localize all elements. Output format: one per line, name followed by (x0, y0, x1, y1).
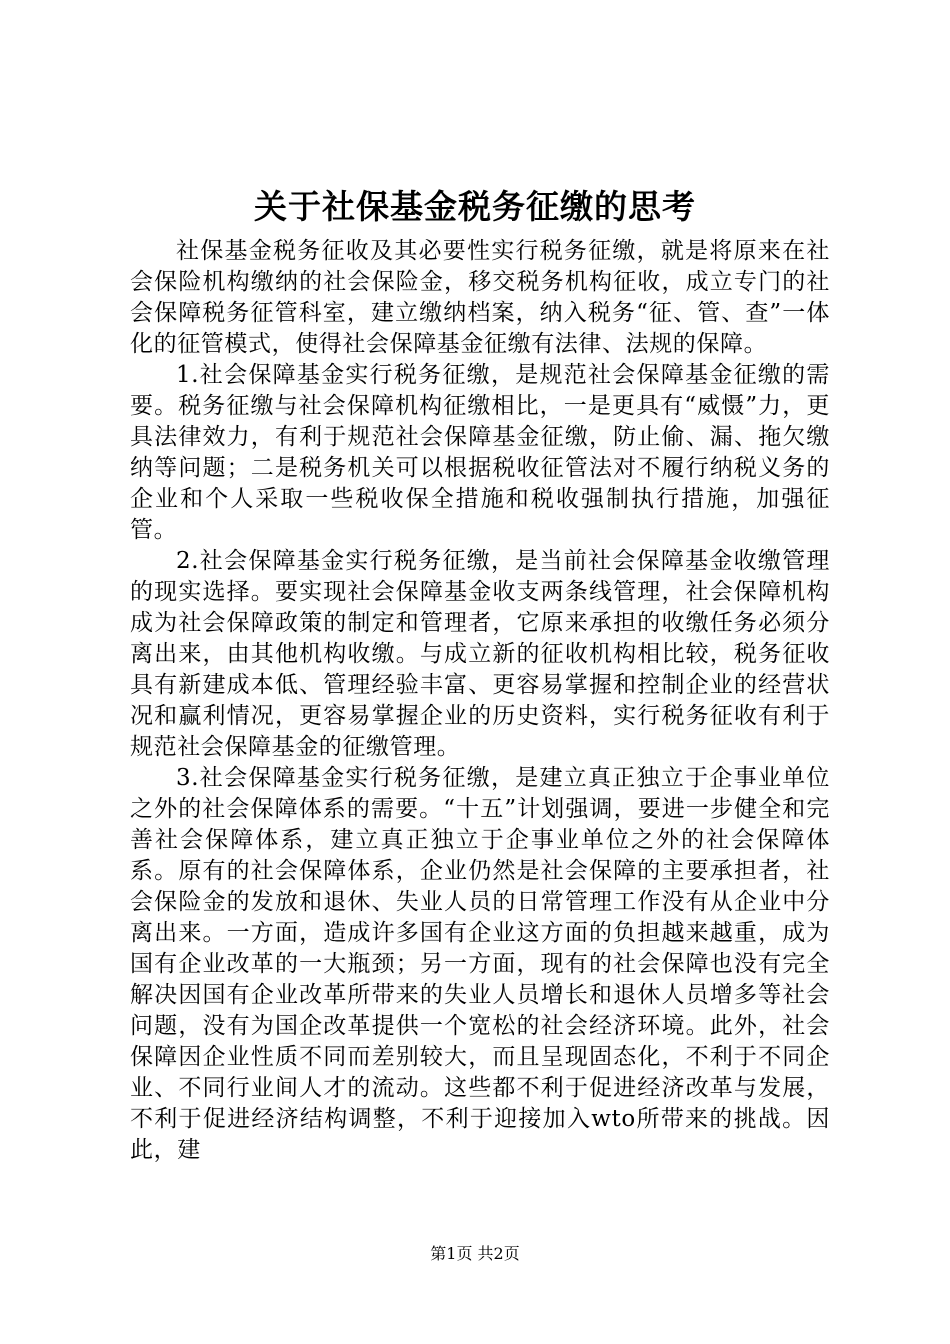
paragraph-intro: 社保基金税务征收及其必要性实行税务征缴，就是将原来在社会保险机构缴纳的社会保险金，移交税务机构征收，成立专门的社会保障税务征管科室，建立缴纳档案，纳入税务“征、管、查”一体化的征管模式，使得社会保障基金征缴有法律、法规的保障。 (130, 238, 830, 357)
paragraph-point-2: 2.社会保障基金实行税务征缴，是当前社会保障基金收缴管理的现实选择。要实现社会保障基金收支两条线管理，社会保障机构成为社会保障政策的制定和管理者，它原来承担的收缴任务必须分离出来，由其他机构收缴。与成立新的征收机构相比较，税务征收具有新建成本低、管理经验丰富、更容易掌握和控制企业的经营状况和赢利情况，更容易掌握企业的历史资料，实行税务征收有利于规范社会保障基金的征缴管理。 (130, 548, 830, 760)
page-footer: 第1页 共2页 (430, 1244, 520, 1263)
document-body (130, 236, 830, 1166)
paragraph-point-1: 1.社会保障基金实行税务征缴，是规范社会保障基金征缴的需要。税务征缴与社会保障机构征缴相比，一是更具有“威慑”力，更具法律效力，有利于规范社会保障基金征缴，防止偷、漏、拖欠缴纳等问题；二是税务机关可以根据税收征管法对不履行纳税义务的企业和个人采取一些税收保全措施和税收强制执行措施，加强征管。 (130, 362, 830, 543)
document-title: 关于社保基金税务征缴的思考 (254, 187, 696, 226)
paragraph-point-3: 3.社会保障基金实行税务征缴，是建立真正独立于企事业单位之外的社会保障体系的需要。“十五”计划强调，要进一步健全和完善社会保障体系，建立真正独立于企事业单位之外的社会保障体系。原有的社会保障体系，企业仍然是社会保障的主要承担者，社会保险金的发放和退休、失业人员的日常管理工作没有从企业中分离出来。一方面，造成许多国有企业这方面的负担越来越重，成为国有企业改革的一大瓶颈；另一方面，现有的社会保障也没有完全解决因国有企业改革所带来的失业人员增长和退休人员增多等社会问题，没有为国企改革提供一个宽松的社会经济环境。此外，社会保障因企业性质不同而差别较大，而且呈现固态化，不利于不同企业、不同行业间人才的流动。这些都不利于促进经济改革与发展，不利于促进经济结构调整，不利于迎接加入wto所带来的挑战。因此，建 (130, 765, 830, 1163)
